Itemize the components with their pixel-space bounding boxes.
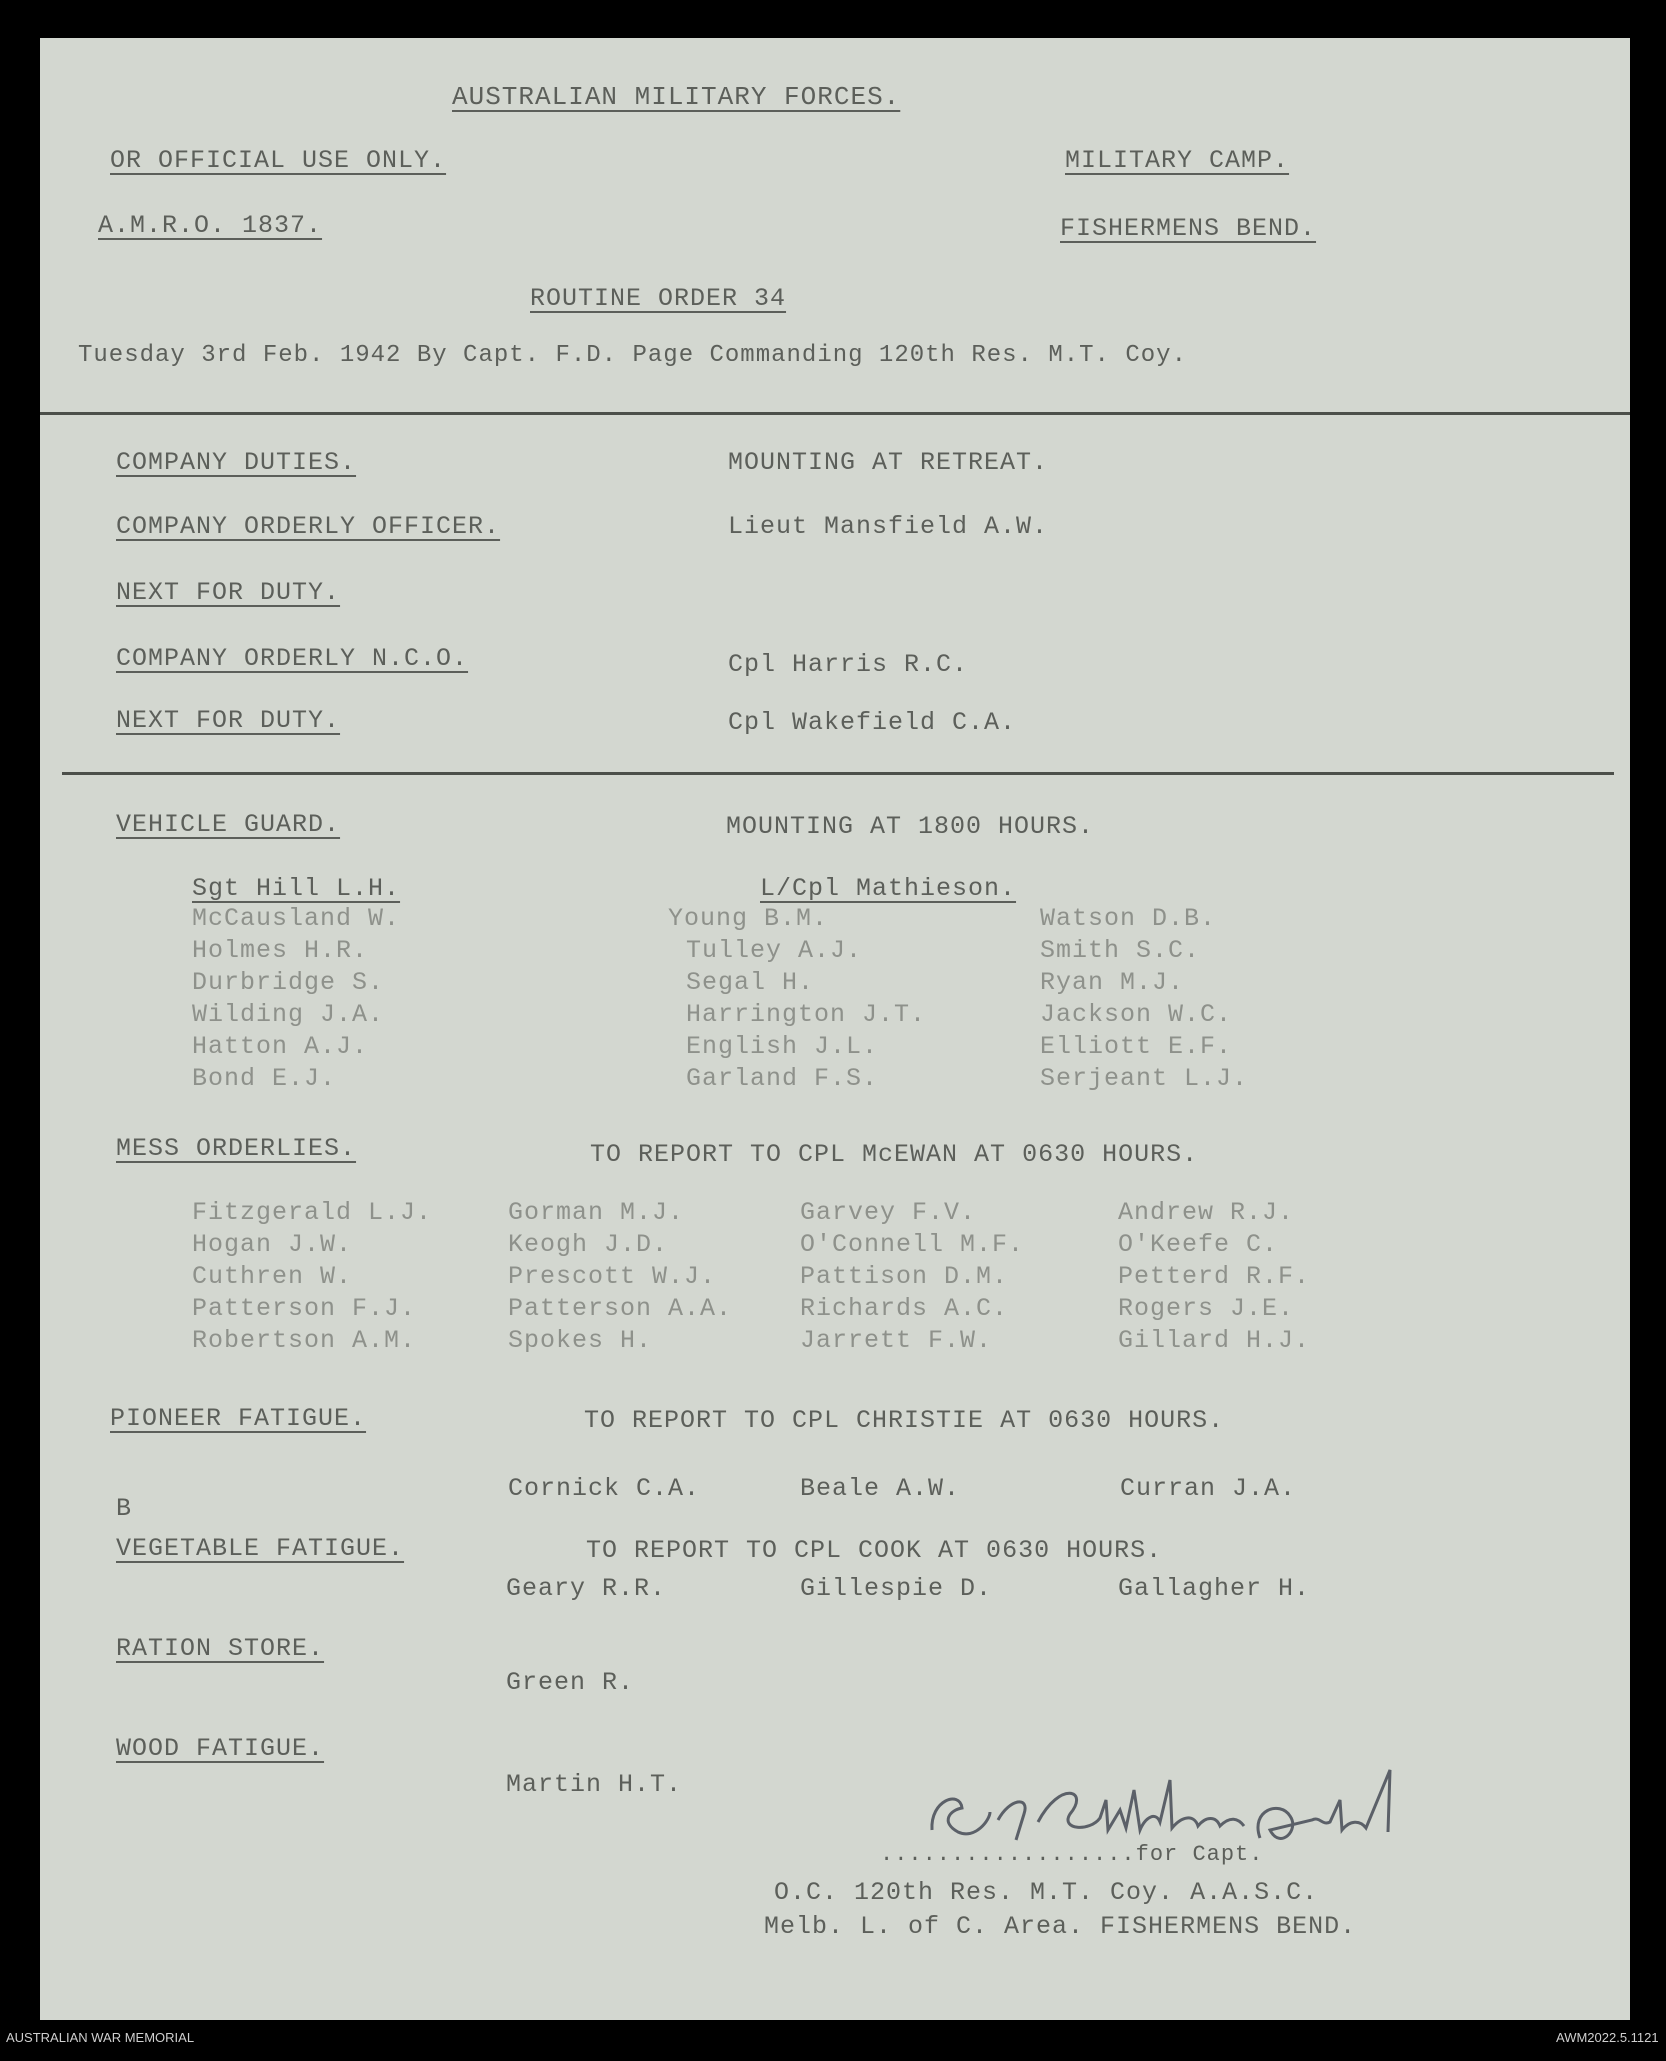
guard-name: Hatton A.J. (192, 1032, 369, 1061)
signature-area-line: Melb. L. of C. Area. FISHERMENS BEND. (764, 1912, 1357, 1941)
pioneer-fatigue-value: TO REPORT TO CPL CHRISTIE AT 0630 HOURS. (584, 1406, 1225, 1435)
mess-name: Richards A.C. (800, 1294, 1009, 1323)
mess-name: Robertson A.M. (192, 1326, 417, 1355)
mess-name: Keogh J.D. (508, 1230, 669, 1259)
section-divider (40, 412, 1630, 415)
ration-store-label: RATION STORE. (116, 1634, 325, 1663)
orderly-nco-value: Cpl Harris R.C. (728, 650, 969, 679)
guard-name: Segal H. (686, 968, 815, 997)
mess-name: Garvey F.V. (800, 1198, 977, 1227)
document-page (40, 38, 1630, 2020)
guard-name: Holmes H.R. (192, 936, 369, 965)
routine-order-heading: ROUTINE ORDER 34 (530, 284, 787, 313)
guard-name: Garland F.S. (686, 1064, 879, 1093)
vegetable-fatigue-value: TO REPORT TO CPL COOK AT 0630 HOURS. (586, 1536, 1163, 1565)
wood-fatigue-label: WOOD FATIGUE. (116, 1734, 325, 1763)
mess-orderlies-label: MESS ORDERLIES. (116, 1134, 357, 1163)
vegetable-name: Gallagher H. (1118, 1574, 1311, 1603)
mess-name: Cuthren W. (192, 1262, 353, 1291)
reference-number: A.M.R.O. 1837. (98, 211, 323, 240)
signature-for-line: ..................for Capt. (880, 1842, 1264, 1867)
footer-accession-number: AWM2022.5.1121 (1556, 2030, 1659, 2045)
vehicle-guard-label: VEHICLE GUARD. (116, 810, 341, 839)
guard-name: English J.L. (686, 1032, 879, 1061)
mess-name: Jarrett F.W. (800, 1326, 993, 1355)
orderly-nco-label: COMPANY ORDERLY N.C.O. (116, 644, 469, 673)
official-use-label: OR OFFICIAL USE ONLY. (110, 146, 447, 175)
guard-lance-corporal: L/Cpl Mathieson. (760, 874, 1017, 903)
guard-name: Harrington J.T. (686, 1000, 927, 1029)
next-for-duty-label: NEXT FOR DUTY. (116, 706, 341, 735)
wood-fatigue-name: Martin H.T. (506, 1770, 683, 1799)
mess-name: Andrew R.J. (1118, 1198, 1295, 1227)
guard-name: Elliott E.F. (1040, 1032, 1233, 1061)
order-dateline: Tuesday 3rd Feb. 1942 By Capt. F.D. Page Commanding 120th Res. M.T. Coy. (78, 342, 1187, 369)
next-for-duty-value: Cpl Wakefield C.A. (728, 708, 1017, 737)
pioneer-name: Curran J.A. (1120, 1474, 1297, 1503)
footer-archive-name: AUSTRALIAN WAR MEMORIAL (6, 2030, 195, 2045)
guard-name: Ryan M.J. (1040, 968, 1185, 997)
margin-mark: B (116, 1494, 133, 1523)
guard-name: Wilding J.A. (192, 1000, 385, 1029)
ration-store-name: Green R. (506, 1668, 635, 1697)
guard-name: Tulley A.J. (686, 936, 863, 965)
orderly-officer-value: Lieut Mansfield A.W. (728, 512, 1049, 541)
mess-name: Fitzgerald L.J. (192, 1198, 433, 1227)
guard-sergeant: Sgt Hill L.H. (192, 874, 401, 903)
guard-name: Bond E.J. (192, 1064, 337, 1093)
section-divider (62, 772, 1614, 775)
mess-orderlies-value: TO REPORT TO CPL McEWAN AT 0630 HOURS. (590, 1140, 1199, 1169)
mess-name: Petterd R.F. (1118, 1262, 1311, 1291)
mess-name: Hogan J.W. (192, 1230, 353, 1259)
document-title: AUSTRALIAN MILITARY FORCES. (452, 82, 901, 112)
mess-name: Spokes H. (508, 1326, 653, 1355)
company-duties-label: COMPANY DUTIES. (116, 448, 357, 477)
mess-name: Pattison D.M. (800, 1262, 1009, 1291)
company-duties-value: MOUNTING AT RETREAT. (728, 448, 1049, 477)
vegetable-name: Gillespie D. (800, 1574, 993, 1603)
mess-name: Patterson F.J. (192, 1294, 417, 1323)
signature-oc-line: O.C. 120th Res. M.T. Coy. A.A.S.C. (774, 1878, 1319, 1907)
mess-name: Gillard H.J. (1118, 1326, 1311, 1355)
orderly-officer-label: COMPANY ORDERLY OFFICER. (116, 512, 501, 541)
mess-name: Prescott W.J. (508, 1262, 717, 1291)
pioneer-name: Beale A.W. (800, 1474, 961, 1503)
next-for-duty-label: NEXT FOR DUTY. (116, 578, 341, 607)
guard-name: Durbridge S. (192, 968, 385, 997)
camp-label: MILITARY CAMP. (1065, 146, 1290, 175)
guard-name: Smith S.C. (1040, 936, 1201, 965)
mess-name: O'Connell M.F. (800, 1230, 1025, 1259)
guard-name: Serjeant L.J. (1040, 1064, 1249, 1093)
guard-name: Watson D.B. (1040, 904, 1217, 933)
mess-name: Gorman M.J. (508, 1198, 685, 1227)
vegetable-fatigue-label: VEGETABLE FATIGUE. (116, 1534, 405, 1563)
pioneer-name: Cornick C.A. (508, 1474, 701, 1503)
mess-name: O'Keefe C. (1118, 1230, 1279, 1259)
guard-name: Young B.M. (668, 904, 829, 933)
guard-name: McCausland W. (192, 904, 401, 933)
camp-location: FISHERMENS BEND. (1060, 214, 1317, 243)
vegetable-name: Geary R.R. (506, 1574, 667, 1603)
vehicle-guard-value: MOUNTING AT 1800 HOURS. (726, 812, 1095, 841)
mess-name: Rogers J.E. (1118, 1294, 1295, 1323)
pioneer-fatigue-label: PIONEER FATIGUE. (110, 1404, 367, 1433)
mess-name: Patterson A.A. (508, 1294, 733, 1323)
guard-name: Jackson W.C. (1040, 1000, 1233, 1029)
